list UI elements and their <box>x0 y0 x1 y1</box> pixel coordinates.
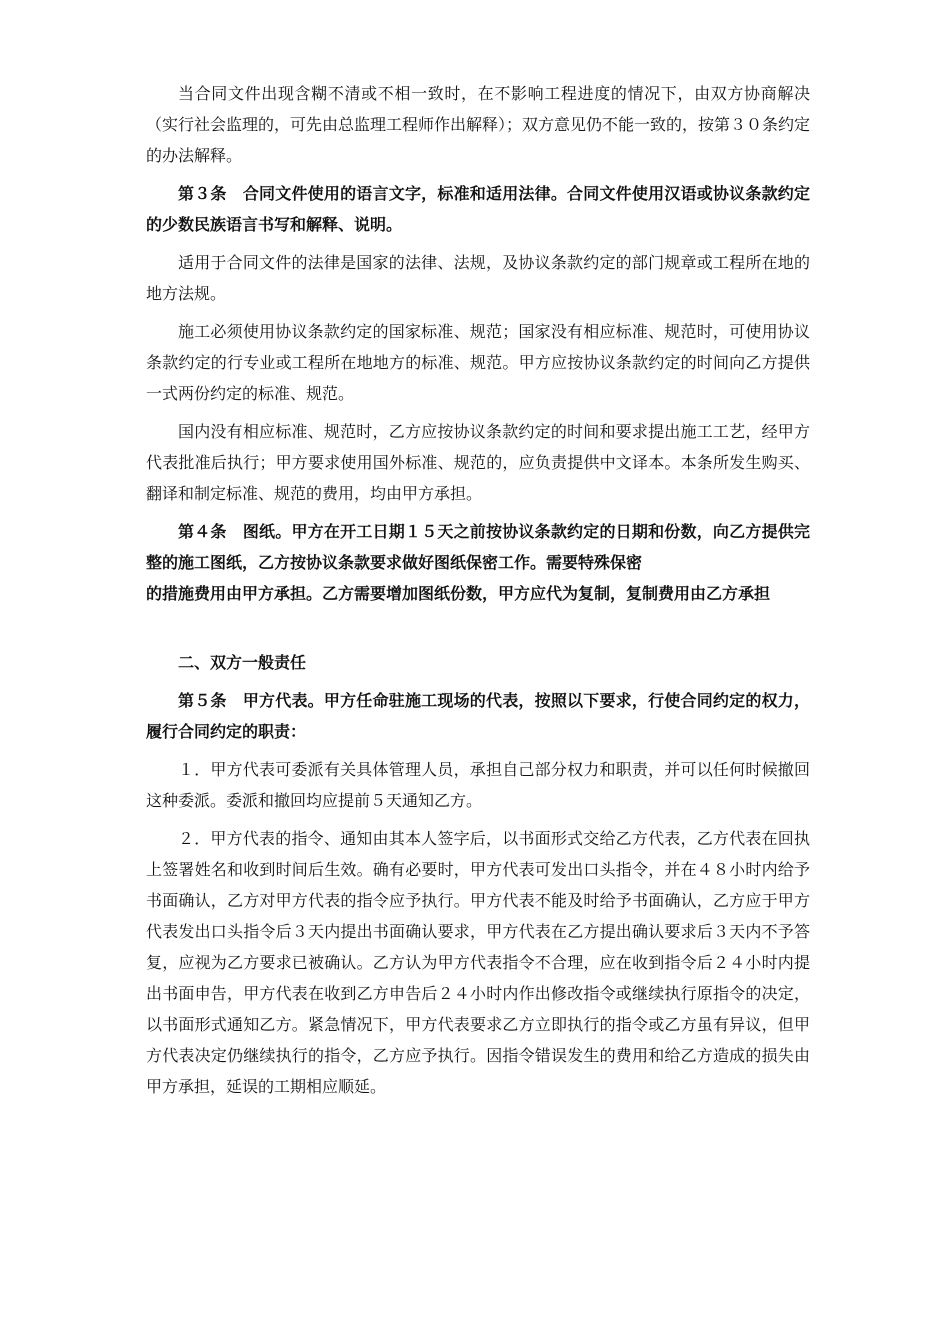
paragraph-applicable-law: 适用于合同文件的法律是国家的法律、法规，及协议条款约定的部门规章或工程所在地的地方法规。 <box>146 253 810 303</box>
article-3-heading: 第３条 合同文件使用的语言文字，标准和适用法律。合同文件使用汉语或协议条款约定的少数民族语言书写和解释、说明。 <box>146 184 810 234</box>
article-5-heading: 第５条 甲方代表。甲方任命驻施工现场的代表，按照以下要求，行使合同约定的权力，履行合同约定的职责： <box>146 691 810 741</box>
paragraph-standards: 施工必须使用协议条款约定的国家标准、规范；国家没有相应标准、规范时，可使用协议条款约定的行专业或工程所在地地方的标准、规范。甲方应按协议条款约定的时间向乙方提供一式两份约定的标准、规范。 <box>146 322 810 403</box>
article-5-item-1: １．甲方代表可委派有关具体管理人员，承担自己部分权力和职责，并可以任何时候撤回这种委派。委派和撤回均应提前５天通知乙方。 <box>146 760 810 810</box>
paragraph-foreign-standards: 国内没有相应标准、规范时，乙方应按协议条款约定的时间和要求提出施工工艺，经甲方代表批准后执行；甲方要求使用国外标准、规范的，应负责提供中文译本。本条所发生购买、翻译和制定标准、规范的费用，均由甲方承担。 <box>146 422 810 503</box>
article-4-continuation: 的措施费用由甲方承担。乙方需要增加图纸份数，甲方应代为复制，复制费用由乙方承担 <box>146 584 771 603</box>
article-5-item-2: ２．甲方代表的指令、通知由其本人签字后，以书面形式交给乙方代表，乙方代表在回执上签署姓名和收到时间后生效。确有必要时，甲方代表可发出口头指令，并在４８小时内给予书面确认，乙方对甲方代表的指令应予执行。甲方代表不能及时给予书面确认，乙方应于甲方代表发出口头指令后３天内提出书面确认要求，甲方代表在乙方提出确认要求后３天内不予答复，应视为乙方要求已被确认。乙方认为甲方代表指令不合理，应在收到指令后２４小时内提出书面申告，甲方代表在收到乙方申告后２４小时内作出修改指令或继续执行原指令的决定，以书面形式通知乙方。紧急情况下，甲方代表要求乙方立即执行的指令或乙方虽有异议，但甲方代表决定仍继续执行的指令，乙方应予执行。因指令错误发生的费用和给乙方造成的损失由甲方承担，延误的工期相应顺延。 <box>146 829 810 1096</box>
section-title: 二、双方一般责任 <box>178 653 307 672</box>
article-4-heading: 第４条 图纸。甲方在开工日期１５天之前按协议条款约定的日期和份数，向乙方提供完整的施工图纸，乙方按协议条款要求做好图纸保密工作。需要特殊保密 <box>146 522 810 572</box>
paragraph-interpretation: 当合同文件出现含糊不清或不相一致时，在不影响工程进度的情况下，由双方协商解决（实行社会监理的，可先由总监理工程师作出解释）；双方意见仍不能一致的，按第３０条约定的办法解释。 <box>146 84 811 165</box>
document-page <box>146 78 810 1109</box>
